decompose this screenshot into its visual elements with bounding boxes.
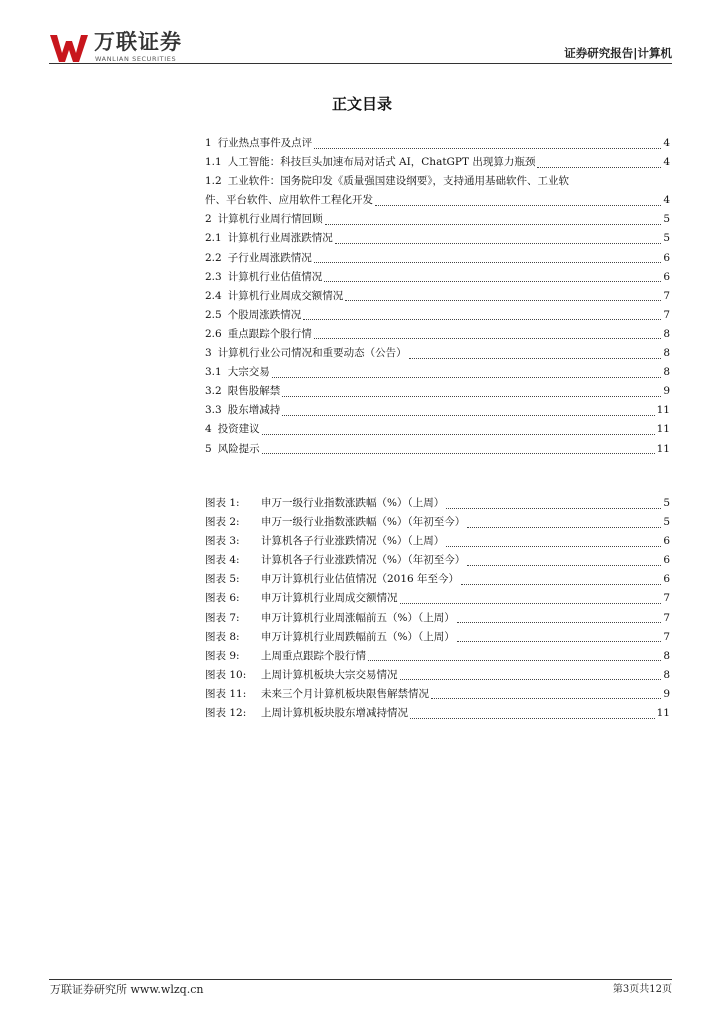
toc-entry-title: 人工智能：科技巨头加速布局对话式 AI，ChatGPT 出现算力瓶颈 (227, 156, 536, 169)
figure-entry-page: 6 (663, 554, 670, 567)
toc-leader-dots (410, 717, 655, 719)
toc-leader-dots (272, 376, 662, 378)
toc-leader-dots (446, 507, 661, 509)
toc-leader-dots (368, 659, 661, 661)
figure-entry[interactable] (205, 513, 670, 532)
toc-entry[interactable] (205, 134, 670, 153)
toc-entry-page: 4 (663, 137, 670, 149)
toc-entry-page: 7 (663, 308, 670, 321)
toc-leader-dots (409, 357, 662, 359)
toc-leader-dots (282, 395, 661, 397)
toc-leader-dots (446, 545, 661, 547)
figure-entry-number: 图表 8: (205, 630, 240, 643)
figure-entry-page: 6 (663, 573, 670, 586)
toc-entry-number: 2 (205, 213, 212, 226)
figure-entry-number: 图表 7: (205, 611, 240, 624)
figure-entry-number: 图表 12: (205, 707, 247, 720)
toc-entry-page: 6 (663, 251, 670, 264)
figure-entry-number: 图表 9: (205, 649, 240, 662)
figure-entry[interactable] (205, 609, 670, 628)
toc-leader-dots (400, 678, 662, 680)
figure-entry-page: 8 (663, 668, 670, 681)
figure-entry-title: 申万一级行业指数涨跌幅（%）（年初至今） (261, 516, 466, 529)
toc-entry-number: 2.5 (205, 308, 222, 321)
toc-entry-number: 1 (205, 137, 212, 149)
figure-entry-number: 图表 6: (205, 592, 240, 605)
toc-entry[interactable] (205, 401, 670, 420)
figure-entry-number: 图表 1: (205, 497, 240, 509)
footer-divider (49, 979, 672, 980)
toc-entry-page: 9 (663, 385, 670, 398)
figure-entry[interactable] (205, 532, 670, 551)
figure-entry-number: 图表 10: (205, 668, 247, 681)
figure-entry-title: 计算机各子行业涨跌情况（%）（年初至今） (261, 554, 466, 567)
table-of-contents (205, 134, 670, 459)
toc-entry-title: 个股周涨跌情况 (227, 308, 302, 321)
toc-leader-dots (467, 526, 661, 528)
figure-entry[interactable] (205, 570, 670, 589)
toc-leader-dots (262, 433, 655, 435)
toc-leader-dots (457, 621, 662, 623)
toc-entry[interactable] (205, 249, 670, 268)
toc-entry[interactable] (205, 420, 670, 439)
toc-entry-title-continued: 件、平台软件、应用软件工程化开发 (205, 194, 373, 207)
toc-entry[interactable] (205, 153, 670, 172)
toc-entry-title: 风险提示 (217, 442, 260, 455)
figure-entry[interactable] (205, 551, 670, 570)
figure-entry-page: 5 (663, 497, 670, 509)
toc-leader-dots (345, 299, 661, 301)
toc-entry-number: 2.1 (205, 232, 222, 245)
figure-entry-page: 7 (663, 611, 670, 624)
figure-entry-page: 6 (663, 535, 670, 548)
figure-entry-title: 申万计算机行业估值情况（2016 年至今） (261, 573, 460, 586)
toc-entry-page: 6 (663, 270, 670, 283)
toc-entry[interactable] (205, 210, 670, 229)
figure-entry[interactable] (205, 589, 670, 608)
figure-entry-page: 7 (663, 630, 670, 643)
figure-entry-number: 图表 2: (205, 516, 240, 529)
toc-entry[interactable] (205, 172, 670, 191)
page-header (0, 0, 724, 70)
toc-entry-number: 3.2 (205, 385, 222, 398)
toc-entry-number: 4 (205, 423, 212, 436)
figure-entry-number: 图表 5: (205, 573, 240, 586)
toc-entry-number: 2.3 (205, 270, 222, 283)
toc-leader-dots (314, 337, 662, 339)
toc-entry-page: 11 (656, 442, 670, 455)
toc-entry-number: 2.4 (205, 289, 222, 302)
toc-leader-dots (335, 242, 662, 244)
logo-english-name: WANLIAN SECURITIES (95, 55, 177, 63)
toc-entry-title: 计算机行业周涨跌情况 (227, 232, 333, 245)
toc-entry-page: 5 (663, 213, 670, 226)
toc-entry-page: 11 (656, 423, 670, 436)
toc-entry-number: 3 (205, 347, 212, 360)
report-category-label: 证券研究报告|计算机 (564, 46, 672, 60)
toc-leader-dots (461, 583, 661, 585)
figure-entry-title: 申万计算机行业周成交额情况 (261, 592, 398, 605)
toc-entry-number: 5 (205, 442, 212, 455)
figure-entry[interactable] (205, 494, 670, 513)
toc-entry-title: 重点跟踪个股行情 (227, 327, 312, 340)
figure-entry-title: 申万计算机行业周跌幅前五（%）（上周） (261, 630, 455, 643)
toc-leader-dots (325, 223, 662, 225)
toc-leader-dots (324, 280, 661, 282)
toc-entry-number: 3.1 (205, 366, 222, 379)
toc-entry[interactable] (205, 325, 670, 344)
toc-entry-title: 计算机行业周成交额情况 (227, 289, 344, 302)
figure-entry-title: 上周重点跟踪个股行情 (261, 649, 366, 662)
toc-entry-number: 2.2 (205, 251, 222, 264)
toc-leader-dots (303, 318, 661, 320)
figure-index (205, 494, 670, 723)
toc-leader-dots (314, 261, 662, 263)
figure-entry-title: 上周计算机板块大宗交易情况 (261, 668, 398, 681)
toc-entry-number: 1.2 (205, 175, 222, 188)
figure-entry[interactable] (205, 685, 670, 704)
toc-leader-dots (537, 166, 661, 168)
figure-entry-page: 8 (663, 649, 670, 662)
toc-leader-dots (314, 147, 661, 149)
toc-entry[interactable] (205, 382, 670, 401)
toc-entry-number: 1.1 (205, 156, 222, 169)
toc-entry[interactable] (205, 363, 670, 382)
toc-entry-page: 4 (663, 156, 670, 169)
toc-leader-dots (262, 452, 655, 454)
toc-entry[interactable] (205, 440, 670, 459)
figure-entry-title: 计算机各子行业涨跌情况（%）（上周） (261, 535, 445, 548)
toc-entry-page: 7 (663, 289, 670, 302)
toc-entry[interactable] (205, 306, 670, 325)
toc-entry-title: 子行业周涨跌情况 (227, 251, 312, 264)
toc-leader-dots (282, 414, 654, 416)
header-divider (49, 63, 672, 64)
toc-leader-dots (375, 204, 661, 206)
figure-entry[interactable] (205, 666, 670, 685)
toc-entry[interactable] (205, 287, 670, 306)
toc-entry-number: 3.3 (205, 404, 222, 417)
figure-entry[interactable] (205, 647, 670, 666)
figure-entry-title: 未来三个月计算机板块限售解禁情况 (261, 687, 429, 700)
toc-entry-page: 8 (663, 366, 670, 379)
toc-entry-title: 大宗交易 (227, 366, 270, 379)
footer-source: 万联证券研究所 www.wlzq.cn (50, 983, 204, 996)
figure-entry[interactable] (205, 628, 670, 647)
toc-entry-title: 工业软件：国务院印发《质量强国建设纲要》，支持通用基础软件、工业软 (227, 175, 569, 188)
figure-entry-title: 申万计算机行业周涨幅前五（%）（上周） (261, 611, 455, 624)
figure-entry-page: 9 (663, 687, 670, 700)
toc-leader-dots (467, 564, 661, 566)
toc-entry-title: 投资建议 (217, 423, 260, 436)
figure-entry-number: 图表 3: (205, 535, 240, 548)
figure-entry-page: 11 (656, 707, 670, 720)
toc-entry-title: 行业热点事件及点评 (217, 137, 313, 149)
toc-entry-title: 计算机行业周行情回顾 (217, 213, 323, 226)
figure-entry-title: 上周计算机板块股东增减持情况 (261, 707, 408, 720)
toc-entry-continuation[interactable] (205, 191, 670, 210)
page-title: 正文目录 (331, 95, 392, 113)
toc-entry[interactable] (205, 229, 670, 248)
toc-entry-page: 11 (656, 404, 670, 417)
toc-entry-page: 4 (663, 194, 670, 207)
toc-entry[interactable] (205, 344, 670, 363)
figure-entry-title: 申万一级行业指数涨跌幅（%）（上周） (261, 497, 445, 509)
toc-leader-dots (400, 602, 662, 604)
figure-entry-number: 图表 11: (205, 687, 247, 700)
toc-entry-page: 5 (663, 232, 670, 245)
wanlian-logo-icon (49, 33, 89, 63)
toc-entry-number: 2.6 (205, 327, 222, 340)
footer-page-number: 第3页共12页 (612, 984, 672, 995)
toc-leader-dots (431, 697, 661, 699)
figure-entry[interactable] (205, 704, 670, 723)
toc-entry-title: 股东增减持 (227, 404, 281, 417)
logo-chinese-name: 万联证券 (94, 30, 182, 54)
toc-entry-page: 8 (663, 327, 670, 340)
toc-entry-title: 限售股解禁 (227, 385, 281, 398)
figure-entry-number: 图表 4: (205, 554, 240, 567)
toc-entry[interactable] (205, 268, 670, 287)
figure-entry-page: 5 (663, 516, 670, 529)
toc-leader-dots (457, 640, 662, 642)
toc-entry-title: 计算机行业估值情况 (227, 270, 323, 283)
toc-entry-title: 计算机行业公司情况和重要动态（公告） (217, 347, 407, 360)
toc-entry-page: 8 (663, 347, 670, 360)
figure-entry-page: 7 (663, 592, 670, 605)
